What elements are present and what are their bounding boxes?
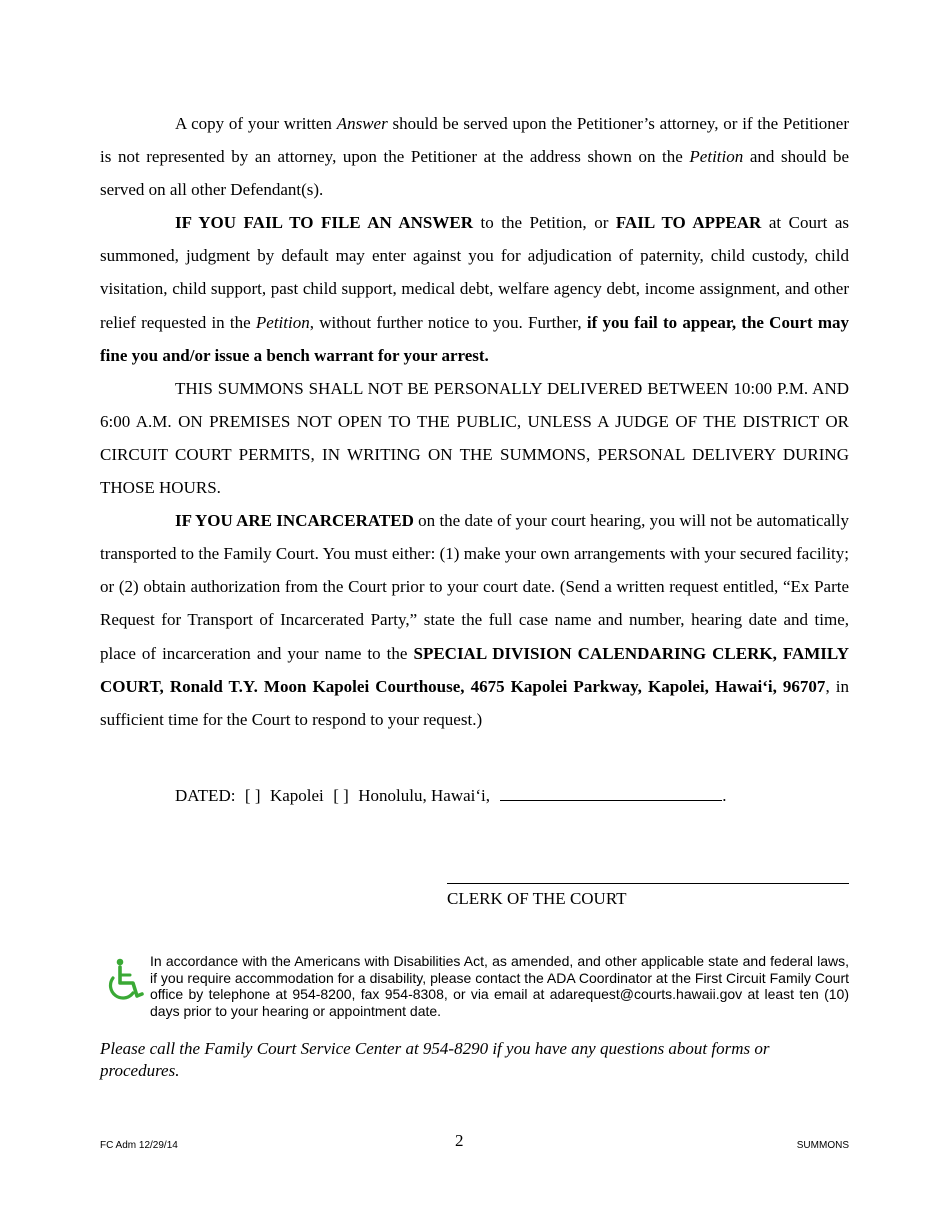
incarceration-paragraph: IF YOU ARE INCARCERATED on the date of your court hearing, you will not be automatically transported to the Family Court. You must either: (1) make your own arrangements with your secured facility; or (2) obtain authorization from the Court prior to your court date. (Send a written request entitled, “Ex Parte Request for Transport of Incarcerated Party,” state the full case name and number, hearing date and time, place of incarceration and your name to the SPECIAL DIVISION CALENDARING CLERK, FAMILY COURT, Ronald T.Y. Moon Kapolei Courthouse, 4675 Kapolei Parkway, Kapolei, Hawai‘i, 96707, in sufficient time for the Court to respond to your request.) — [100, 511, 849, 729]
dated-line — [175, 786, 727, 806]
page-number: 2 — [455, 1131, 464, 1150]
wheelchair-icon — [103, 957, 145, 1005]
document-body — [100, 107, 849, 736]
honolulu-label: Honolulu, Hawai‘i, — [358, 786, 491, 805]
dated-label: DATED: — [175, 786, 236, 805]
form-id: FC Adm 12/29/14 — [100, 1140, 178, 1151]
honolulu-checkbox[interactable]: [ ] — [333, 786, 349, 805]
signature-line — [447, 883, 849, 884]
kapolei-checkbox[interactable]: [ ] — [244, 786, 261, 805]
ada-notice-text: In accordance with the Americans with Disabilities Act, as amended, and other applicable state and federal laws, if you require accommodation for a disability, please contact the ADA Coordinator at the First Circuit Family Court office by telephone at 954-8200, fax 954-8308, or via email at adarequest@courts.hawaii.gov at least ten (10) days prior to your hearing or appointment date. — [150, 953, 849, 1020]
date-blank[interactable] — [500, 799, 722, 801]
delivery-restriction-paragraph: THIS SUMMONS SHALL NOT BE PERSONALLY DELIVERED BETWEEN 10:00 P.M. AND 6:00 A.M. ON PREMISES NOT OPEN TO THE PUBLIC, UNLESS A JUDGE OF THE DISTRICT OR CIRCUIT COURT PERMITS, IN WRITING ON THE SUMMONS, PERSONAL DELIVERY DURING THOSE HOURS. — [100, 378, 849, 498]
dated-period: . — [722, 786, 727, 805]
clerk-of-court-label: CLERK OF THE COURT — [447, 889, 627, 908]
document-title: SUMMONS — [796, 1140, 849, 1151]
kapolei-label: Kapolei — [269, 786, 324, 805]
failure-to-answer-paragraph: IF YOU FAIL TO FILE AN ANSWER to the Petition, or FAIL TO APPEAR at Court as summoned, judgment by default may enter against you for adjudication of paternity, child custody, child visitation, child support, past child support, medical debt, welfare agency debt, income assignment, and other relief requested in the Petition, without further notice to you. Further, if you fail to appear, the Court may fine you and/or issue a bench warrant for your arrest. — [100, 213, 850, 365]
ada-notice — [100, 953, 849, 1020]
answer-service-paragraph: A copy of your written Answer should be served upon the Petitioner’s attorney, or if the Petitioner is not represented by an attorney, upon the Petitioner at the address shown on the Petition and should be served on all other Defendant(s). — [100, 114, 849, 200]
service-center-note: Please call the Family Court Service Center at 954-8290 if you have any questions about forms or procedures. — [100, 1039, 770, 1080]
